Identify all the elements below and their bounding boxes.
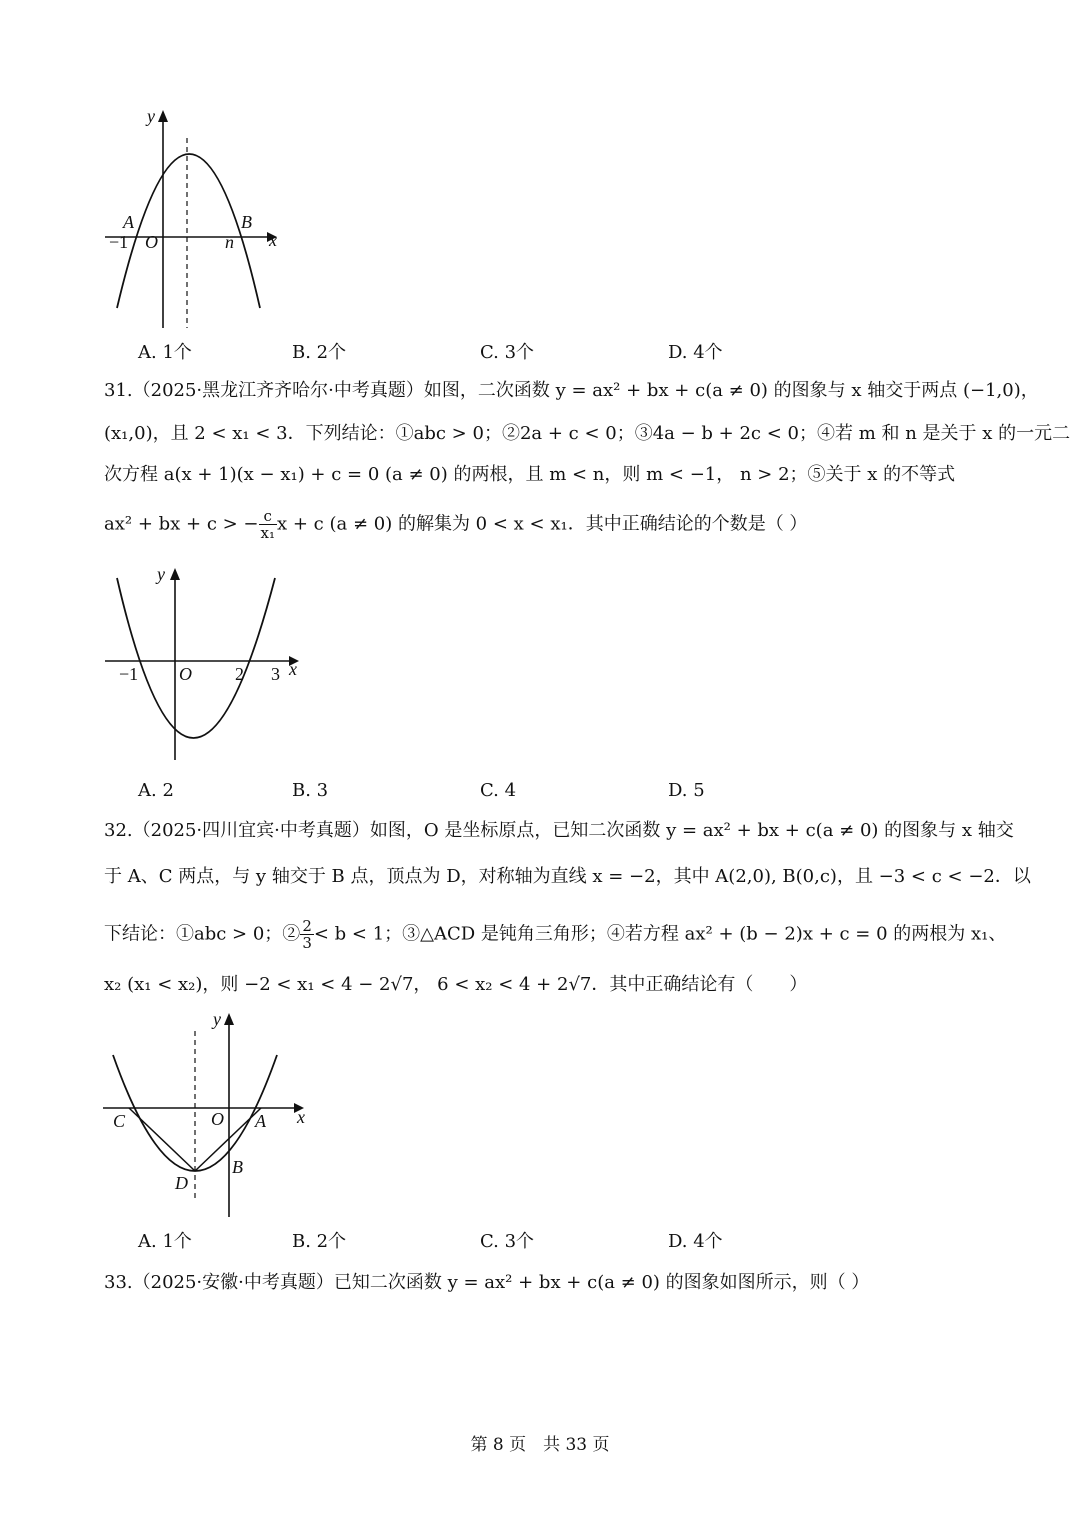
label-x: x	[297, 1107, 305, 1127]
q31-line-4	[104, 508, 807, 541]
page-footer: 第 8 页 共 33 页	[470, 1435, 610, 1455]
segment-DA	[195, 1108, 261, 1171]
q31-option-b[interactable]: B. 3	[292, 780, 329, 801]
graph-q31	[95, 560, 315, 770]
label-y: y	[213, 1009, 221, 1029]
q30-option-a[interactable]: A. 1个	[138, 342, 192, 363]
q32-option-d[interactable]: D. 4个	[668, 1231, 723, 1252]
q31-fraction	[259, 508, 277, 541]
label-3: 3	[271, 664, 280, 684]
label-C: C	[113, 1111, 126, 1131]
y-axis-arrow	[224, 1013, 234, 1025]
q31-line-2: (x₁,0)，且 2 < x₁ < 3．下列结论：①abc > 0；②2a + c < 0；③4a − b + 2c < 0；④若 m 和 n 是关于 x 的一元二	[104, 423, 1071, 444]
q31-line-3: 次方程 a(x + 1)(x − x₁) + c = 0 (a ≠ 0) 的两根，且 m < n，则 m < −1， n > 2；⑤关于 x 的不等式	[104, 464, 956, 485]
label-D: D	[175, 1173, 188, 1193]
q32-line-1: 32.（2025·四川宜宾·中考真题）如图，O 是坐标原点，已知二次函数 y = ax² + bx + c(a ≠ 0) 的图象与 x 轴交	[104, 820, 1014, 841]
y-axis-arrow	[158, 110, 168, 122]
q32-option-c[interactable]: C. 3个	[480, 1231, 535, 1252]
label-A: A	[123, 212, 134, 232]
label-x: x	[289, 659, 297, 679]
q31-line-4-post: x + c (a ≠ 0) 的解集为 0 < x < x₁．其中正确结论的个数是（ ）	[277, 513, 808, 535]
q31-frac-num: c	[259, 508, 277, 525]
label-n: n	[225, 232, 234, 252]
graph-q32	[95, 1005, 325, 1225]
q32-line-3	[104, 918, 1006, 951]
parabola	[117, 578, 275, 738]
segment-CD	[129, 1108, 195, 1171]
q30-option-c[interactable]: C. 3个	[480, 342, 535, 363]
q31-frac-den: x₁	[260, 524, 275, 542]
q31-option-a[interactable]: A. 2	[138, 780, 174, 801]
q32-frac-num: 2	[302, 917, 312, 935]
q30-option-d[interactable]: D. 4个	[668, 342, 723, 363]
label-y: y	[147, 106, 155, 126]
label-x: x	[269, 230, 277, 250]
label-2: 2	[235, 664, 244, 684]
label-neg1: −1	[109, 232, 129, 252]
q31-option-d[interactable]: D. 5	[668, 780, 705, 801]
label-A: A	[255, 1111, 266, 1131]
label-O: O	[179, 664, 192, 684]
label-neg1: −1	[119, 664, 139, 684]
q32-line-3-post: < b < 1；③△ACD 是钝角三角形；④若方程 ax² + (b − 2)x + c = 0 的两根为 x₁、	[313, 923, 1007, 945]
label-y: y	[157, 564, 165, 584]
q32-line-3-pre: 下结论：①abc > 0；②	[104, 923, 301, 945]
graph-q30	[95, 100, 295, 340]
q30-option-b[interactable]: B. 2个	[292, 342, 347, 363]
q32-option-a[interactable]: A. 1个	[138, 1231, 192, 1252]
q31-line-1: 31.（2025·黑龙江齐齐哈尔·中考真题）如图，二次函数 y = ax² + bx + c(a ≠ 0) 的图象与 x 轴交于两点 (−1,0)，	[104, 380, 1039, 401]
q32-line-4: x₂ (x₁ < x₂)，则 −2 < x₁ < 4 − 2√7， 6 < x₂ < 4 + 2√7．其中正确结论有（ ）	[104, 974, 808, 995]
q32-frac-den: 3	[302, 934, 312, 952]
q32-fraction	[300, 918, 314, 951]
parabola	[117, 154, 260, 308]
y-axis-arrow	[170, 568, 180, 580]
q32-option-b[interactable]: B. 2个	[292, 1231, 347, 1252]
q31-line-4-pre: ax² + bx + c > −	[104, 513, 259, 535]
q31-option-c[interactable]: C. 4	[480, 780, 517, 801]
label-B: B	[241, 212, 252, 232]
label-B: B	[232, 1157, 243, 1177]
q32-line-2: 于 A、C 两点，与 y 轴交于 B 点，顶点为 D，对称轴为直线 x = −2，其中 A(2,0), B(0,c)，且 −3 < c < −2．以	[104, 866, 1031, 887]
q33-line-1: 33.（2025·安徽·中考真题）已知二次函数 y = ax² + bx + c(a ≠ 0) 的图象如图所示，则（ ）	[104, 1272, 870, 1293]
label-O: O	[145, 232, 158, 252]
label-O: O	[211, 1109, 224, 1129]
